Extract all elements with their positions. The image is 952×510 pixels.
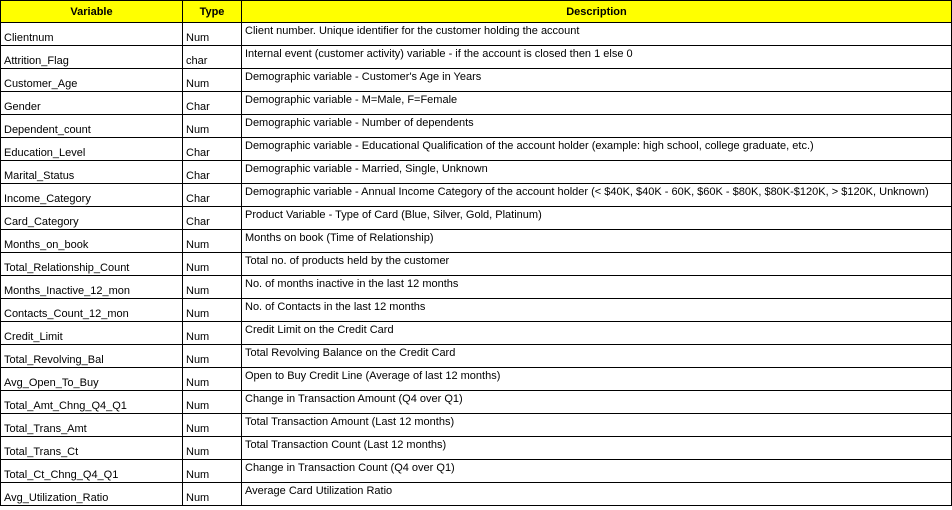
table-row [1,483,952,506]
description-cell: Total Transaction Amount (Last 12 months) [242,414,952,437]
table-row [1,69,952,92]
description-cell: Demographic variable - Number of dependents [242,115,952,138]
table-row [1,322,952,345]
description-cell: Open to Buy Credit Line (Average of last 12 months) [242,368,952,391]
type-cell: Char [183,138,242,161]
variable-cell: Total_Revolving_Bal [1,345,183,368]
description-cell: Credit Limit on the Credit Card [242,322,952,345]
variable-cell: Months_Inactive_12_mon [1,276,183,299]
variable-cell: Contacts_Count_12_mon [1,299,183,322]
description-cell: Change in Transaction Amount (Q4 over Q1) [242,391,952,414]
variable-cell: Gender [1,92,183,115]
variable-cell: Total_Amt_Chng_Q4_Q1 [1,391,183,414]
header-type: Type [183,1,242,23]
type-cell: Num [183,276,242,299]
table-row [1,276,952,299]
table-row [1,299,952,322]
type-cell: Num [183,115,242,138]
table-row [1,92,952,115]
description-cell: Demographic variable - Educational Qualification of the account holder (example: high school, college graduate, etc.) [242,138,952,161]
table-row [1,460,952,483]
type-cell: Num [183,483,242,506]
table-row [1,138,952,161]
description-cell: Total Transaction Count (Last 12 months) [242,437,952,460]
type-cell: Char [183,92,242,115]
header-row [1,1,952,23]
table-row [1,115,952,138]
description-cell: Product Variable - Type of Card (Blue, Silver, Gold, Platinum) [242,207,952,230]
description-cell: Months on book (Time of Relationship) [242,230,952,253]
variable-cell: Avg_Open_To_Buy [1,368,183,391]
description-cell: Average Card Utilization Ratio [242,483,952,506]
type-cell: char [183,46,242,69]
table-row [1,46,952,69]
type-cell: Char [183,161,242,184]
type-cell: Char [183,184,242,207]
variable-cell: Customer_Age [1,69,183,92]
variable-cell: Months_on_book [1,230,183,253]
table-row [1,253,952,276]
variable-cell: Card_Category [1,207,183,230]
variable-cell: Credit_Limit [1,322,183,345]
variable-cell: Dependent_count [1,115,183,138]
description-cell: Demographic variable - Annual Income Category of the account holder (< $40K, $40K - 60K, $60K - $80K, $80K-$120K, > $120K, Unknown) [242,184,952,207]
table-row [1,184,952,207]
variable-cell: Total_Trans_Amt [1,414,183,437]
table-row [1,207,952,230]
table-body [1,23,952,506]
type-cell: Num [183,391,242,414]
type-cell: Num [183,460,242,483]
description-cell: Client number. Unique identifier for the customer holding the account [242,23,952,46]
variable-cell: Marital_Status [1,161,183,184]
description-cell: Internal event (customer activity) variable - if the account is closed then 1 else 0 [242,46,952,69]
type-cell: Num [183,437,242,460]
description-cell: No. of months inactive in the last 12 months [242,276,952,299]
variable-cell: Total_Ct_Chng_Q4_Q1 [1,460,183,483]
table-row [1,161,952,184]
table-row [1,437,952,460]
variable-cell: Total_Relationship_Count [1,253,183,276]
table-row [1,391,952,414]
type-cell: Num [183,230,242,253]
table-row [1,368,952,391]
type-cell: Num [183,414,242,437]
variable-cell: Clientnum [1,23,183,46]
table-row [1,23,952,46]
type-cell: Num [183,69,242,92]
type-cell: Num [183,253,242,276]
type-cell: Num [183,368,242,391]
variable-cell: Education_Level [1,138,183,161]
variable-cell: Total_Trans_Ct [1,437,183,460]
variable-cell: Avg_Utilization_Ratio [1,483,183,506]
type-cell: Num [183,23,242,46]
description-cell: Total Revolving Balance on the Credit Card [242,345,952,368]
description-cell: Demographic variable - Married, Single, Unknown [242,161,952,184]
table-row [1,230,952,253]
description-cell: Demographic variable - M=Male, F=Female [242,92,952,115]
type-cell: Char [183,207,242,230]
type-cell: Num [183,322,242,345]
table-row [1,345,952,368]
table-header [1,1,952,23]
table-row [1,414,952,437]
type-cell: Num [183,345,242,368]
description-cell: Total no. of products held by the customer [242,253,952,276]
variable-cell: Attrition_Flag [1,46,183,69]
type-cell: Num [183,299,242,322]
description-cell: Demographic variable - Customer's Age in Years [242,69,952,92]
header-description: Description [242,1,952,23]
description-cell: No. of Contacts in the last 12 months [242,299,952,322]
header-variable: Variable [1,1,183,23]
description-cell: Change in Transaction Count (Q4 over Q1) [242,460,952,483]
variable-cell: Income_Category [1,184,183,207]
